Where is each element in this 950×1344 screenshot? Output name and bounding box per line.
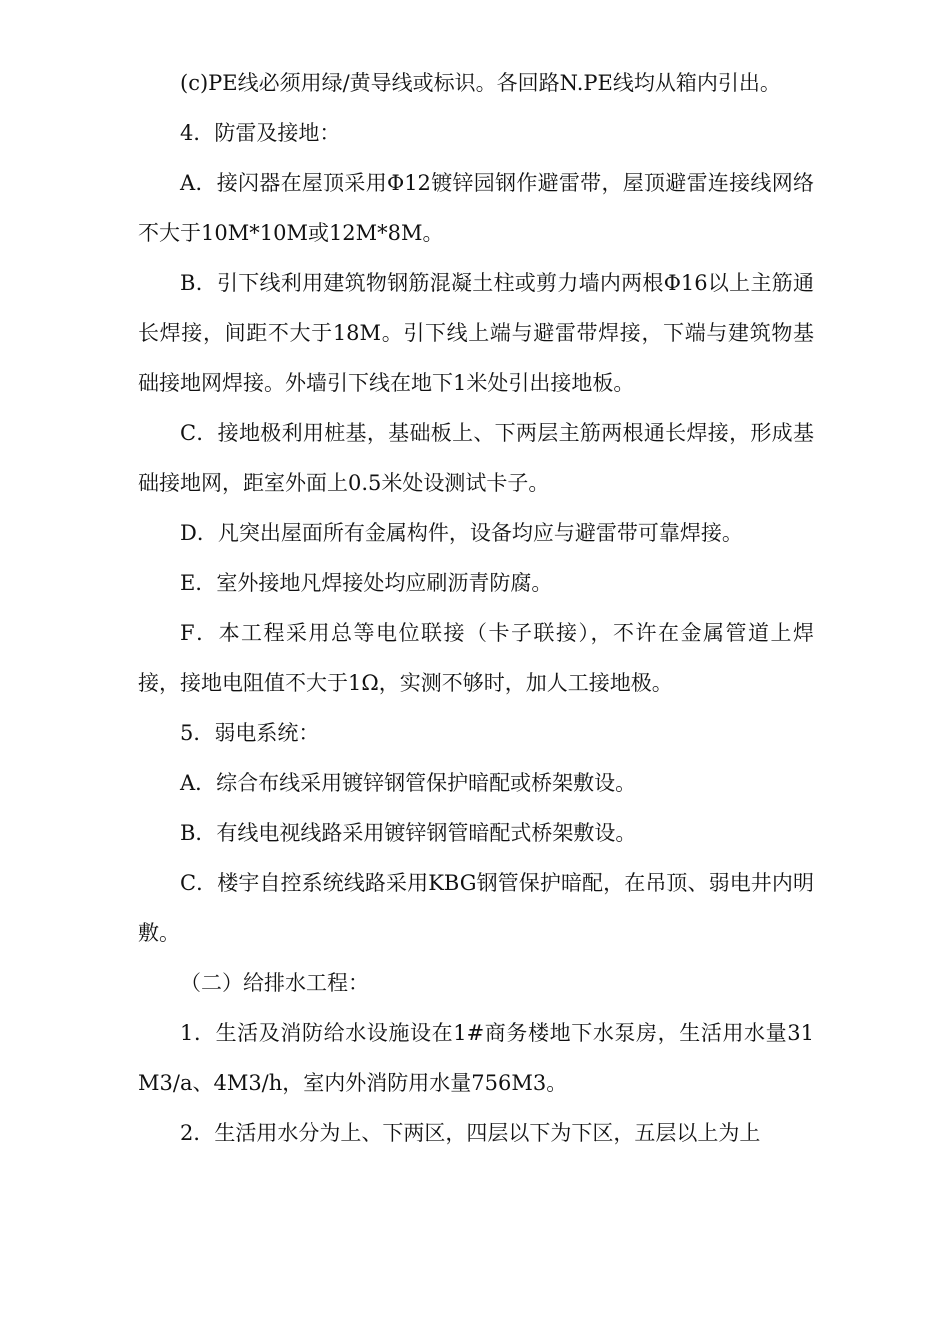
heading-low-voltage: 5．弱电系统： (180, 721, 320, 745)
paragraph-pe-line: (c)PE线必须用绿/黄导线或标识。各回路N.PE线均从箱内引出。 (180, 71, 781, 95)
paragraph-bas: C．楼宇自控系统线路采用KBG钢管保护暗配，在吊顶、弱电井内明敷。 (138, 871, 814, 945)
paragraph-cabling: A．综合布线采用镀锌钢管保护暗配或桥架敷设。 (180, 771, 637, 795)
heading-lightning-grounding: 4．防雷及接地： (180, 121, 341, 145)
paragraph-anticorrosion: E．室外接地凡焊接处均应刷沥青防腐。 (180, 571, 553, 595)
paragraph-down-conductor: B．引下线利用建筑物钢筋混凝土柱或剪力墙内两根Φ16以上主筋通长焊接，间距不大于18M。引下线上端与避雷带焊接，下端与建筑物基础接地网焊接。外墙引下线在地下1米处引出接地板。 (138, 271, 814, 395)
paragraph-ground-electrode: C．接地极利用桩基，基础板上、下两层主筋两根通长焊接，形成基础接地网，距室外面上0.5米处设测试卡子。 (138, 421, 814, 495)
paragraph-water-zones: 2．生活用水分为上、下两区，四层以下为下区，五层以上为上 (180, 1121, 761, 1145)
paragraph-roof-metal: D．凡突出屋面所有金属构件，设备均应与避雷带可靠焊接。 (180, 521, 743, 545)
document-body (138, 58, 814, 1158)
paragraph-catv: B．有线电视线路采用镀锌钢管暗配式桥架敷设。 (180, 821, 637, 845)
paragraph-equipotential: F．本工程采用总等电位联接（卡子联接），不许在金属管道上焊接，接地电阻值不大于1Ω，实测不够时，加人工接地极。 (138, 621, 814, 695)
paragraph-water-supply: 1．生活及消防给水设施设在1#商务楼地下水泵房，生活用水量31M3/a、4M3/h，室内外消防用水量756M3。 (138, 1021, 814, 1095)
paragraph-air-terminal: A．接闪器在屋顶采用Φ12镀锌园钢作避雷带，屋顶避雷连接线网络不大于10M*10M或12M*8M。 (138, 171, 814, 245)
heading-plumbing: （二）给排水工程： (180, 971, 369, 995)
